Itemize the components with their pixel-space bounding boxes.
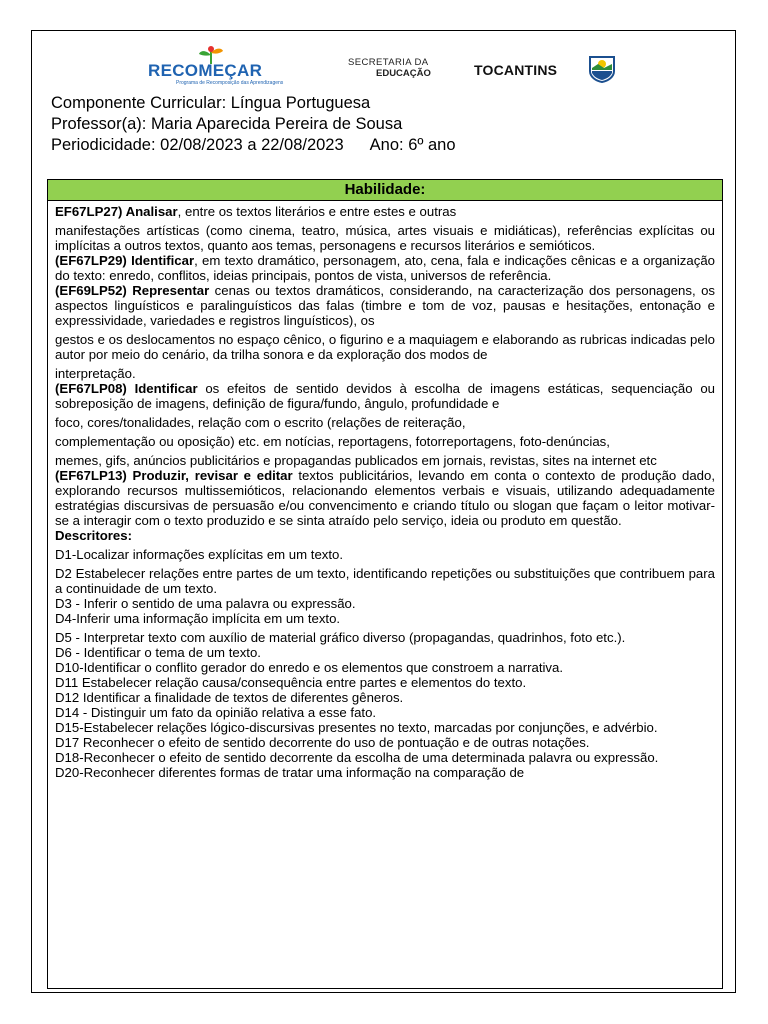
habilidade-box xyxy=(47,179,723,989)
descritor-item: D17 Reconhecer o efeito de sentido decorrente do uso de pontuação e de outras notações. xyxy=(55,735,590,750)
habilidade-code: (EF69LP52) Representar xyxy=(55,283,210,298)
habilidade-ef67lp08 xyxy=(55,381,715,411)
seduc-line2: EDUCAÇÃO xyxy=(376,68,431,79)
descritor-item: D4-Inferir uma informação implícita em um texto. xyxy=(55,611,341,626)
habilidade-text: , entre os textos literários e entre estes e outras xyxy=(177,204,457,219)
page-frame xyxy=(31,30,736,993)
descritor-item: D15-Estabelecer relações lógico-discursivas presentes no texto, marcadas por conjunções, e advérbio. xyxy=(55,720,658,735)
recomecar-wordmark: RECOMEÇAR xyxy=(148,61,263,80)
componente-curricular: Componente Curricular: Língua Portuguesa xyxy=(51,94,371,112)
habilidade-code: EF67LP27) Analisar xyxy=(55,204,178,219)
descritor-item: D6 - Identificar o tema de um texto. xyxy=(55,645,261,660)
professor: Professor(a): Maria Aparecida Pereira de Sousa xyxy=(51,115,403,133)
descritor-item: D18-Reconhecer o efeito de sentido decorrente da escolha de uma determinada palavra ou expressão. xyxy=(55,750,659,765)
seduc-line1: SECRETARIA DA xyxy=(348,57,429,68)
header-info xyxy=(51,93,711,156)
habilidade-text: foco, cores/tonalidades, relação com o escrito (relações de reiteração, xyxy=(55,415,466,430)
periodicidade-row xyxy=(51,135,711,156)
descritor-item: D12 Identificar a finalidade de textos de diferentes gêneros. xyxy=(55,690,404,705)
tocantins-emblem-icon xyxy=(586,55,618,83)
descritor-item: D5 - Interpretar texto com auxílio de material gráfico diverso (propagandas, quadrinhos, foto etc.). xyxy=(55,630,626,645)
habilidade-ef67lp13 xyxy=(55,468,715,528)
habilidade-body xyxy=(48,201,722,780)
descritor-item: D20-Reconhecer diferentes formas de tratar uma informação na comparação de xyxy=(55,765,525,780)
descritor-item: D2 Estabelecer relações entre partes de um texto, identificando repetições ou substituições que contribuem para a continuidade de um texto. xyxy=(55,566,715,596)
habilidade-text: manifestações artísticas (como cinema, teatro, música, artes visuais e midiáticas), referências explícitas ou implícitas a outros textos, quanto aos temas, personagens e recursos literários e semióticos. xyxy=(55,223,715,253)
descritor-item: D14 - Distinguir um fato da opinião relativa a esse fato. xyxy=(55,705,377,720)
habilidade-text: , em texto dramático, personagem, ato, cena, fala e indicações cênicas e a organização do texto: enredo, conflitos, ideias principais, pontos de vista, universos de referência. xyxy=(55,253,715,283)
habilidade-title: Habilidade: xyxy=(48,180,722,201)
logo-bar xyxy=(32,45,735,95)
habilidade-text: os efeitos de sentido devidos à escolha de imagens estáticas, sequenciação ou sobreposição de imagens, definição de figura/fundo, ângulo, profundidade e xyxy=(55,381,715,411)
descritor-item: D1-Localizar informações explícitas em um texto. xyxy=(55,547,344,562)
habilidade-ef67lp27 xyxy=(55,204,715,219)
secretaria-educacao-logo xyxy=(348,57,452,83)
ano: Ano: 6º ano xyxy=(369,136,456,154)
periodicidade: Periodicidade: 02/08/2023 a 22/08/2023 xyxy=(51,136,344,154)
habilidade-ef67lp29 xyxy=(55,253,715,283)
habilidade-text: gestos e os deslocamentos no espaço cênico, o figurino e a maquiagem e elaborando as rubricas indicadas pelo autor por meio do cenário, da trilha sonora e da exploração dos modos de xyxy=(55,332,715,362)
recomecar-logo xyxy=(148,45,284,91)
descritor-item: D10-Identificar o conflito gerador do enredo e os elementos que constroem a narrativa. xyxy=(55,660,564,675)
habilidade-code: (EF67LP13) Produzir, revisar e editar xyxy=(55,468,293,483)
habilidade-text: interpretação. xyxy=(55,366,136,381)
tocantins-wordmark: TOCANTINS xyxy=(474,62,558,78)
tocantins-logo xyxy=(474,59,620,83)
habilidade-ef69lp52 xyxy=(55,283,715,328)
habilidade-text: memes, gifs, anúncios publicitários e propagandas publicados em jornais, revistas, sites na internet etc xyxy=(55,453,657,468)
habilidade-code: (EF67LP08) Identificar xyxy=(55,381,198,396)
habilidade-text: cenas ou textos dramáticos, considerando, na caracterização dos personagens, os aspectos linguísticos e paralinguísticos das falas (timbre e tom de voz, pausas e hesitações, entonação e expressividade, variedades e registros linguísticos), os xyxy=(55,283,715,328)
habilidade-text: textos publicitários, levando em conta o contexto de produção dado, explorando recursos multissemióticos, relacionando elementos verbais e visuais, utilizando adequadamente estratégias discursivas de persuasão e/ou convencimento e criando título ou slogan que façam o leitor motivar-se a interagir com o texto produzido e se sinta atraído pelo serviço, ideia ou produto em questão. xyxy=(55,468,715,528)
recomecar-subtitle: Programa de Recomposição das Aprendizagens xyxy=(176,80,284,86)
descritores-title: Descritores: xyxy=(55,528,132,543)
descritor-item: D3 - Inferir o sentido de uma palavra ou expressão. xyxy=(55,596,356,611)
habilidade-text: complementação ou oposição) etc. em notícias, reportagens, fotorreportagens, foto-denúncias, xyxy=(55,434,610,449)
habilidade-code: (EF67LP29) Identificar xyxy=(55,253,195,268)
descritor-item: D11 Estabelecer relação causa/consequência entre partes e elementos do texto. xyxy=(55,675,527,690)
